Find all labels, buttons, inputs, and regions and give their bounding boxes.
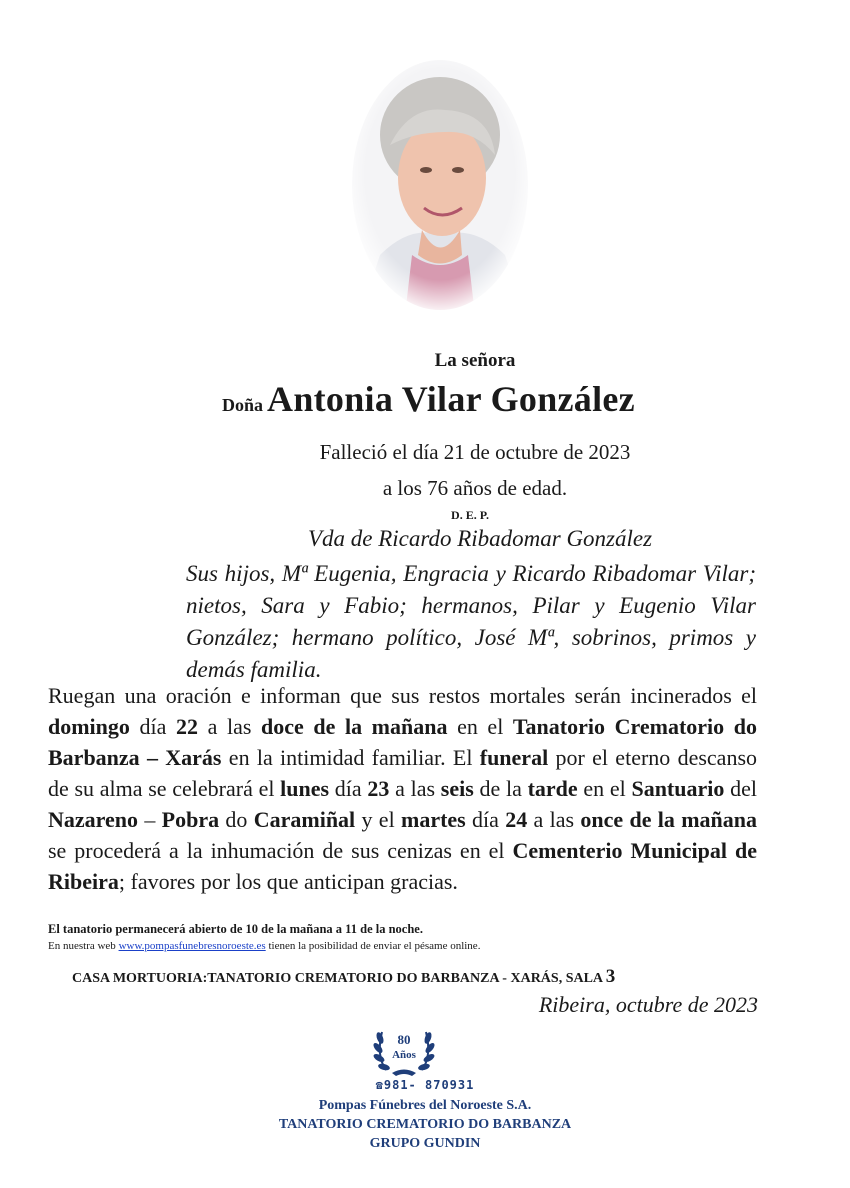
deceased-name: Antonia Vilar González <box>267 379 635 419</box>
body-text: por el eterno descanso de su alma se celebrará el <box>48 745 757 801</box>
body-bold: Tanatorio Crematorio do Barbanza – Xarás <box>48 714 757 770</box>
phone-number: 981- 870931 <box>383 1078 475 1092</box>
logo-number: 80 <box>397 1032 411 1047</box>
body-bold: tarde <box>527 776 578 801</box>
body-text: en la intimidad familiar. El <box>221 745 480 770</box>
company-name: Pompas Fúnebres del Noroeste S.A. <box>318 1098 532 1113</box>
body-text: a las <box>198 714 261 739</box>
body-bold: Cementerio Municipal de Ribeira <box>48 838 757 894</box>
web-note-prefix: En nuestra web <box>48 940 119 952</box>
body-bold: seis <box>440 776 474 801</box>
body-text: – <box>138 807 162 832</box>
body-text: día <box>465 807 506 832</box>
body-text: ; favores por los que anticipan gracias. <box>118 869 458 894</box>
body-bold: Caramiñal <box>253 807 356 832</box>
intro-label: La señora <box>434 350 516 371</box>
body-text: Ruegan una oración e informan que sus restos mortales serán incinerados el <box>48 683 757 708</box>
group-name: GRUPO GUNDIN <box>369 1136 481 1151</box>
death-date: Falleció el día 21 de octubre de 2023 <box>319 440 631 464</box>
body-bold: Santuario <box>631 776 725 801</box>
phone-line <box>300 1078 550 1092</box>
opening-hours: El tanatorio permanecerá abierto de 10 de la mañana a 11 de la noche. <box>48 922 423 936</box>
honorific: Doña <box>222 395 264 415</box>
family-list: Sus hijos, Mª Eugenia, Engracia y Ricardo Ribadomar Vilar; nietos, Sara y Fabio; hermanos, Pilar y Eugenio Vilar González; hermano político, José Mª, sobrinos, primos y demás familia. <box>186 561 756 682</box>
body-text: en el <box>447 714 513 739</box>
portrait-photo <box>350 60 530 315</box>
body-text: do <box>219 807 254 832</box>
body-text: día <box>129 714 176 739</box>
room-number: 3 <box>605 966 616 987</box>
body-text: en el <box>577 776 632 801</box>
body-text: se procederá a la inhumación de sus cenizas en el <box>48 838 513 863</box>
body-text: de la <box>473 776 528 801</box>
age-at-death: a los 76 años de edad. <box>382 476 568 500</box>
widow-of: Vda de Ricardo Ribadomar González <box>307 526 653 551</box>
body-bold: lunes <box>280 776 330 801</box>
body-bold: martes <box>401 807 466 832</box>
web-condolence-note <box>48 940 480 952</box>
web-note-suffix: tienen la posibilidad de enviar el pésame online. <box>265 940 481 952</box>
website-link[interactable]: www.pompasfunebresnoroeste.es <box>118 940 266 952</box>
funeral-home-label: CASA MORTUORIA:TANATORIO CREMATORIO DO BARBANZA - XARÁS, SALA <box>72 971 606 986</box>
body-bold: Pobra <box>161 807 220 832</box>
body-bold: 24 <box>505 807 528 832</box>
body-text: y el <box>355 807 401 832</box>
logo-text: Años <box>392 1049 416 1061</box>
phone-icon: ☎ <box>375 1078 384 1092</box>
body-bold: once de la mañana <box>580 807 757 832</box>
anniversary-logo <box>372 1018 436 1080</box>
body-bold: Nazareno <box>48 807 139 832</box>
body-bold: 23 <box>367 776 390 801</box>
body-text: del <box>724 776 757 801</box>
tanatorio-name: TANATORIO CREMATORIO DO BARBANZA <box>278 1117 572 1132</box>
place-date: Ribeira, octubre de 2023 <box>538 992 758 1017</box>
body-text: a las <box>527 807 581 832</box>
body-bold: doce de la mañana <box>261 714 448 739</box>
deceased-name-line <box>222 378 782 420</box>
funeral-home-line <box>72 966 762 988</box>
body-bold: 22 <box>176 714 198 739</box>
dep-abbreviation: D. E. P. <box>451 508 489 522</box>
body-bold: funeral <box>479 745 549 770</box>
body-text: día <box>329 776 368 801</box>
body-text: a las <box>389 776 441 801</box>
body-bold: domingo <box>48 714 130 739</box>
announcement-body <box>48 680 757 897</box>
